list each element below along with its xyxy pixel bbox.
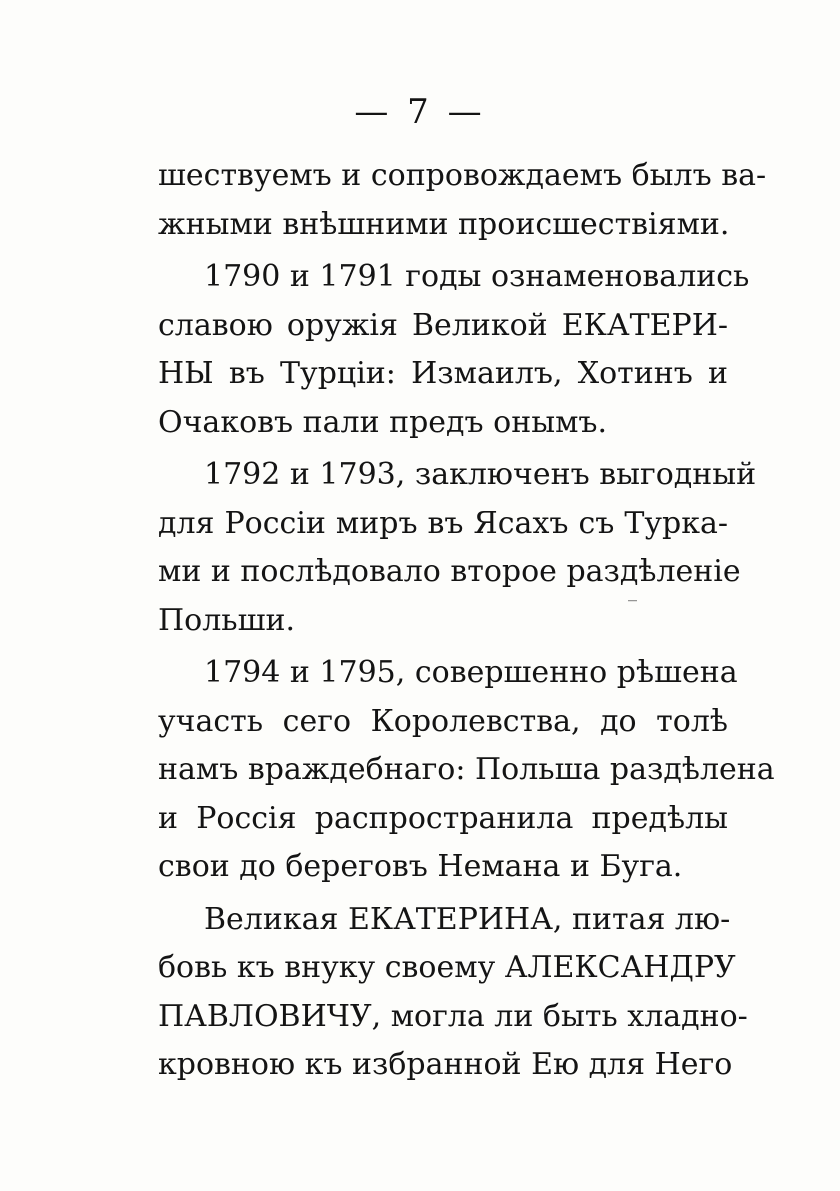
text-line: кровною къ избранной Ею для Него bbox=[158, 1047, 733, 1082]
text-line: свои до береговъ Немана и Буга. bbox=[158, 849, 683, 884]
text-line: бовь къ внуку своему АЛЕКСАНДРУ bbox=[158, 950, 736, 985]
text-line: ПАВЛОВИЧУ, могла ли быть хладно- bbox=[158, 998, 748, 1034]
paragraph-5 bbox=[158, 896, 748, 1090]
text-line: НЫ въ Турціи: Измаилъ, Хотинъ и bbox=[158, 356, 728, 391]
paragraph-2 bbox=[158, 253, 750, 447]
text-line: 1792 и 1793, заключенъ выгодный bbox=[204, 457, 757, 492]
text-line: участь сего Королевства, до толѣ bbox=[158, 703, 728, 739]
paragraph-4 bbox=[158, 649, 775, 892]
text-line: жными внѣшними происшествіями. bbox=[158, 206, 730, 242]
text-line: 1790 и 1791 годы ознаменовались bbox=[204, 259, 750, 294]
paragraph-1 bbox=[158, 152, 767, 249]
text-line: 1794 и 1795, совершенно рѣшена bbox=[204, 655, 738, 690]
text-line: Великая ЕКАТЕРИНА, питая лю- bbox=[204, 901, 731, 937]
text-line: шествуемъ и сопровождаемъ былъ ва- bbox=[158, 158, 767, 193]
print-speck: ‾ bbox=[628, 598, 637, 619]
text-line: славою оружія Великой ЕКАТЕРИ- bbox=[158, 307, 728, 343]
page-number-header: — 7 — bbox=[354, 92, 486, 132]
paragraph-3 bbox=[158, 451, 757, 645]
text-line: намъ враждебнаго: Польша раздѣлена bbox=[158, 752, 775, 787]
text-line: и Россія распространила предѣлы bbox=[158, 800, 728, 836]
text-line: Очаковъ пали предъ онымъ. bbox=[158, 404, 608, 440]
text-line: ми и послѣдовало второе раздѣленіе bbox=[158, 554, 741, 589]
body-text bbox=[158, 152, 775, 1090]
text-line: Польши. bbox=[158, 602, 296, 638]
text-line: для Россіи миръ въ Ясахъ съ Турка- bbox=[158, 505, 728, 541]
